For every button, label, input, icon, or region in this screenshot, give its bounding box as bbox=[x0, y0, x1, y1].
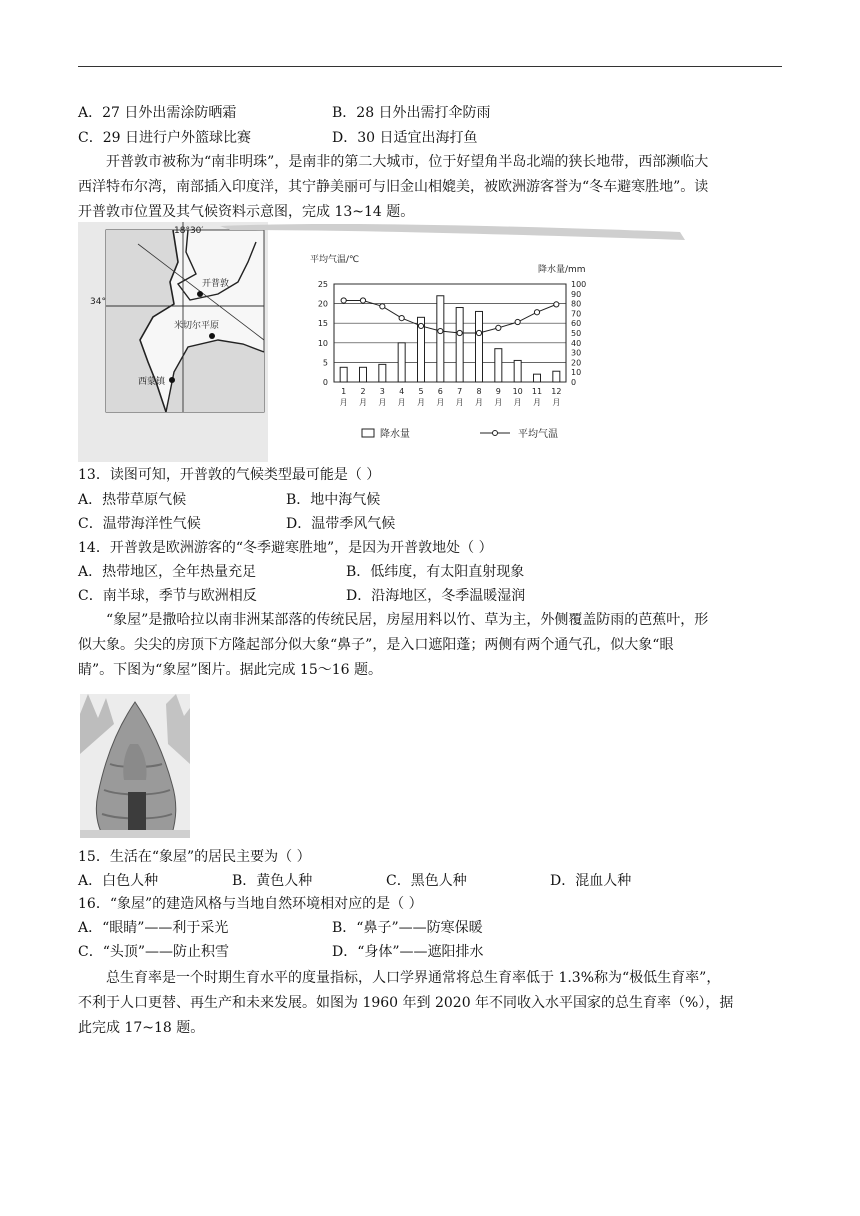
q15-option-d: D．混血人种 bbox=[550, 873, 632, 889]
chart-right-tick-label: 60 bbox=[571, 319, 582, 329]
passage-fertility-rate-line1: 总生育率是一个时期生育水平的度量指标，人口学界通常将总生育率低于 1.3%称为“极低生育率”， bbox=[106, 970, 721, 986]
elephant-house-photo bbox=[80, 694, 190, 838]
passage-elephant-house-line3: 睛”。下图为“象屋”图片。据此完成 15～16 题。 bbox=[78, 662, 382, 678]
chart-month-unit: 月 bbox=[339, 398, 348, 407]
chart-month-label: 2 bbox=[360, 387, 366, 396]
chart-month-label: 3 bbox=[379, 387, 385, 396]
map-city-cape-town: 开普敦 bbox=[202, 279, 230, 289]
q15-stem: 15．生活在“象屋”的居民主要为（ ） bbox=[78, 849, 311, 865]
chart-precip-bar bbox=[514, 360, 521, 382]
mitchells-plain-dot bbox=[209, 333, 215, 339]
chart-month-unit: 月 bbox=[552, 398, 561, 407]
passage-elephant-house-line2: 似大象。尖尖的房顶下方隆起部分似大象“鼻子”，是入口遮阳蓬；两侧有两个通气孔，似大象“眼 bbox=[78, 637, 674, 653]
q16-stem: 16．“象屋”的建造风格与当地自然环境相对应的是（ ） bbox=[78, 896, 423, 912]
chart-right-tick-label: 50 bbox=[571, 329, 582, 338]
q14-option-b: B．低纬度，有太阳直射现象 bbox=[346, 564, 525, 580]
chart-month-label: 10 bbox=[512, 387, 523, 396]
chart-temperature-point bbox=[380, 304, 385, 309]
simons-town-dot bbox=[169, 377, 175, 383]
chart-left-tick-label: 10 bbox=[317, 338, 328, 348]
passage-elephant-house bbox=[78, 608, 782, 683]
map-city-simons-town: 西蒙镇 bbox=[138, 377, 166, 387]
chart-month-unit: 月 bbox=[475, 398, 483, 407]
chart-left-tick-label: 5 bbox=[322, 358, 328, 368]
passage-fertility-rate bbox=[78, 966, 782, 1041]
chart-month-label: 5 bbox=[418, 387, 424, 396]
cape-town-climate-chart bbox=[290, 222, 670, 454]
chart-month-label: 11 bbox=[531, 387, 543, 396]
legend-bar-swatch bbox=[362, 429, 374, 437]
chart-month-label: 1 bbox=[341, 387, 347, 396]
chart-temperature-point bbox=[457, 330, 462, 335]
q13-option-d: D．温带季风气候 bbox=[286, 516, 396, 532]
chart-month-label: 8 bbox=[476, 387, 482, 396]
chart-month-unit: 月 bbox=[436, 398, 445, 407]
map-city-mitchells-plain: 米切尔平原 bbox=[174, 321, 220, 331]
chart-temperature-line bbox=[344, 300, 557, 333]
chart-month-unit: 月 bbox=[494, 398, 503, 407]
map-latitude-label: 34° bbox=[90, 297, 106, 307]
q15-option-a: A．白色人种 bbox=[78, 873, 159, 889]
chart-right-tick-label: 90 bbox=[571, 289, 582, 299]
q13-option-c: C．温带海洋性气候 bbox=[78, 516, 201, 532]
chart-right-tick-label: 100 bbox=[571, 280, 587, 289]
chart-temperature-point bbox=[399, 316, 404, 321]
q12-option-c: C．29 日进行户外篮球比赛 bbox=[78, 130, 251, 146]
chart-right-tick-label: 70 bbox=[571, 309, 582, 319]
chart-temperature-point bbox=[418, 323, 423, 328]
chart-month-unit: 月 bbox=[533, 398, 541, 407]
chart-right-tick-label: 40 bbox=[571, 338, 582, 348]
q13-stem: 13．读图可知，开普敦的气候类型最可能是（ ） bbox=[78, 467, 381, 483]
chart-precip-bar bbox=[553, 371, 560, 382]
q13-option-b: B．地中海气候 bbox=[286, 492, 381, 508]
chart-right-tick-label: 0 bbox=[571, 378, 577, 387]
chart-temperature-point bbox=[496, 325, 501, 330]
chart-month-unit: 月 bbox=[378, 398, 387, 407]
chart-right-tick-label: 10 bbox=[571, 368, 582, 378]
cape-town-dot bbox=[197, 291, 203, 297]
legend-line-label: 平均气温 bbox=[518, 429, 558, 440]
chart-temperature-point bbox=[438, 328, 443, 333]
q16-option-a: A．“眼睛”——利于采光 bbox=[78, 920, 229, 936]
passage-elephant-house-line1: “象屋”是撒哈拉以南非洲某部落的传统民居，房屋用料以竹、草为主，外侧覆盖防雨的芭蕉叶，形 bbox=[106, 612, 709, 628]
passage-cape-town-line1: 开普敦市被称为“南非明珠”，是南非的第二大城市，位于好望角半岛北端的狭长地带，西部濒临大 bbox=[106, 154, 709, 170]
q15-option-b: B．黄色人种 bbox=[232, 873, 313, 889]
chart-temperature-point bbox=[554, 302, 559, 307]
chart-precip-bar bbox=[379, 364, 386, 382]
q16-option-c: C．“头顶”——防止积雪 bbox=[78, 944, 230, 960]
chart-temperature-point bbox=[534, 310, 539, 315]
chart-month-label: 9 bbox=[495, 387, 501, 396]
cape-town-location-map bbox=[78, 222, 268, 462]
chart-precip-bar bbox=[476, 311, 483, 382]
chart-left-tick-label: 15 bbox=[317, 319, 328, 329]
chart-temperature-point bbox=[360, 298, 365, 303]
chart-right-tick-label: 20 bbox=[571, 358, 582, 368]
chart-month-unit: 月 bbox=[397, 398, 406, 407]
q12-option-b: B．28 日外出需打伞防雨 bbox=[332, 105, 491, 121]
q16-option-d: D．“身体”——遮阳排水 bbox=[332, 944, 484, 960]
passage-cape-town bbox=[78, 150, 782, 225]
chart-month-label: 12 bbox=[551, 387, 562, 396]
chart-month-label: 4 bbox=[399, 387, 405, 396]
chart-precip-bar bbox=[360, 367, 367, 382]
chart-right-axis-label: 降水量/mm bbox=[538, 265, 586, 275]
passage-fertility-rate-line2: 不利于人口更替、再生产和未来发展。如图为 1960 年到 2020 年不同收入水平国家的总生育率（%），据 bbox=[78, 995, 734, 1011]
map-longitude-label: 18°30′ bbox=[174, 226, 204, 236]
chart-month-label: 6 bbox=[437, 387, 443, 396]
chart-month-label: 7 bbox=[457, 387, 463, 396]
chart-right-tick-label: 80 bbox=[571, 299, 582, 309]
chart-left-tick-label: 25 bbox=[317, 280, 328, 289]
chart-temperature-point bbox=[515, 319, 520, 324]
q14-option-d: D．沿海地区，冬季温暖湿润 bbox=[346, 588, 526, 604]
chart-precip-bar bbox=[495, 349, 502, 382]
chart-precip-bar bbox=[398, 343, 405, 382]
header-rule bbox=[78, 66, 782, 67]
chart-temperature-point bbox=[476, 330, 481, 335]
chart-precip-bar bbox=[456, 308, 463, 382]
chart-left-axis-label: 平均气温/℃ bbox=[310, 255, 360, 265]
legend-line-marker bbox=[493, 431, 498, 436]
legend-bar-label: 降水量 bbox=[380, 429, 410, 440]
q16-option-b: B．“鼻子”——防寒保暖 bbox=[332, 920, 483, 936]
chart-month-unit: 月 bbox=[359, 398, 367, 407]
chart-precip-bar bbox=[437, 296, 444, 382]
passage-cape-town-line2: 西洋特布尔湾，南部插入印度洋，其宁静美丽可与旧金山相媲美，被欧洲游客誉为“冬车避寒胜地”。读 bbox=[78, 179, 709, 195]
q14-option-a: A．热带地区，全年热量充足 bbox=[78, 564, 257, 580]
chart-month-unit: 月 bbox=[417, 398, 425, 407]
q12-option-a: A．27 日外出需涂防晒霜 bbox=[78, 105, 237, 121]
chart-plot-frame bbox=[334, 284, 566, 382]
passage-fertility-rate-line3: 此完成 17~18 题。 bbox=[78, 1020, 205, 1036]
q13-option-a: A．热带草原气候 bbox=[78, 492, 187, 508]
q14-stem: 14．开普敦是欧洲游客的“冬季避寒胜地”，是因为开普敦地处（ ） bbox=[78, 540, 493, 556]
q12-option-d: D．30 日适宜出海打鱼 bbox=[332, 130, 478, 146]
chart-temperature-point bbox=[341, 298, 346, 303]
chart-precip-bar bbox=[534, 374, 541, 382]
chart-left-tick-label: 20 bbox=[317, 299, 328, 309]
chart-left-tick-label: 0 bbox=[322, 378, 328, 387]
chart-month-unit: 月 bbox=[513, 398, 522, 407]
chart-month-unit: 月 bbox=[455, 398, 464, 407]
passage-cape-town-line3: 开普敦市位置及其气候资料示意图，完成 13~14 题。 bbox=[78, 204, 415, 220]
q15-option-c: C．黑色人种 bbox=[386, 873, 467, 889]
chart-precip-bar bbox=[340, 367, 347, 382]
q14-option-c: C．南半球，季节与欧洲相反 bbox=[78, 588, 257, 604]
chart-right-tick-label: 30 bbox=[571, 348, 582, 358]
